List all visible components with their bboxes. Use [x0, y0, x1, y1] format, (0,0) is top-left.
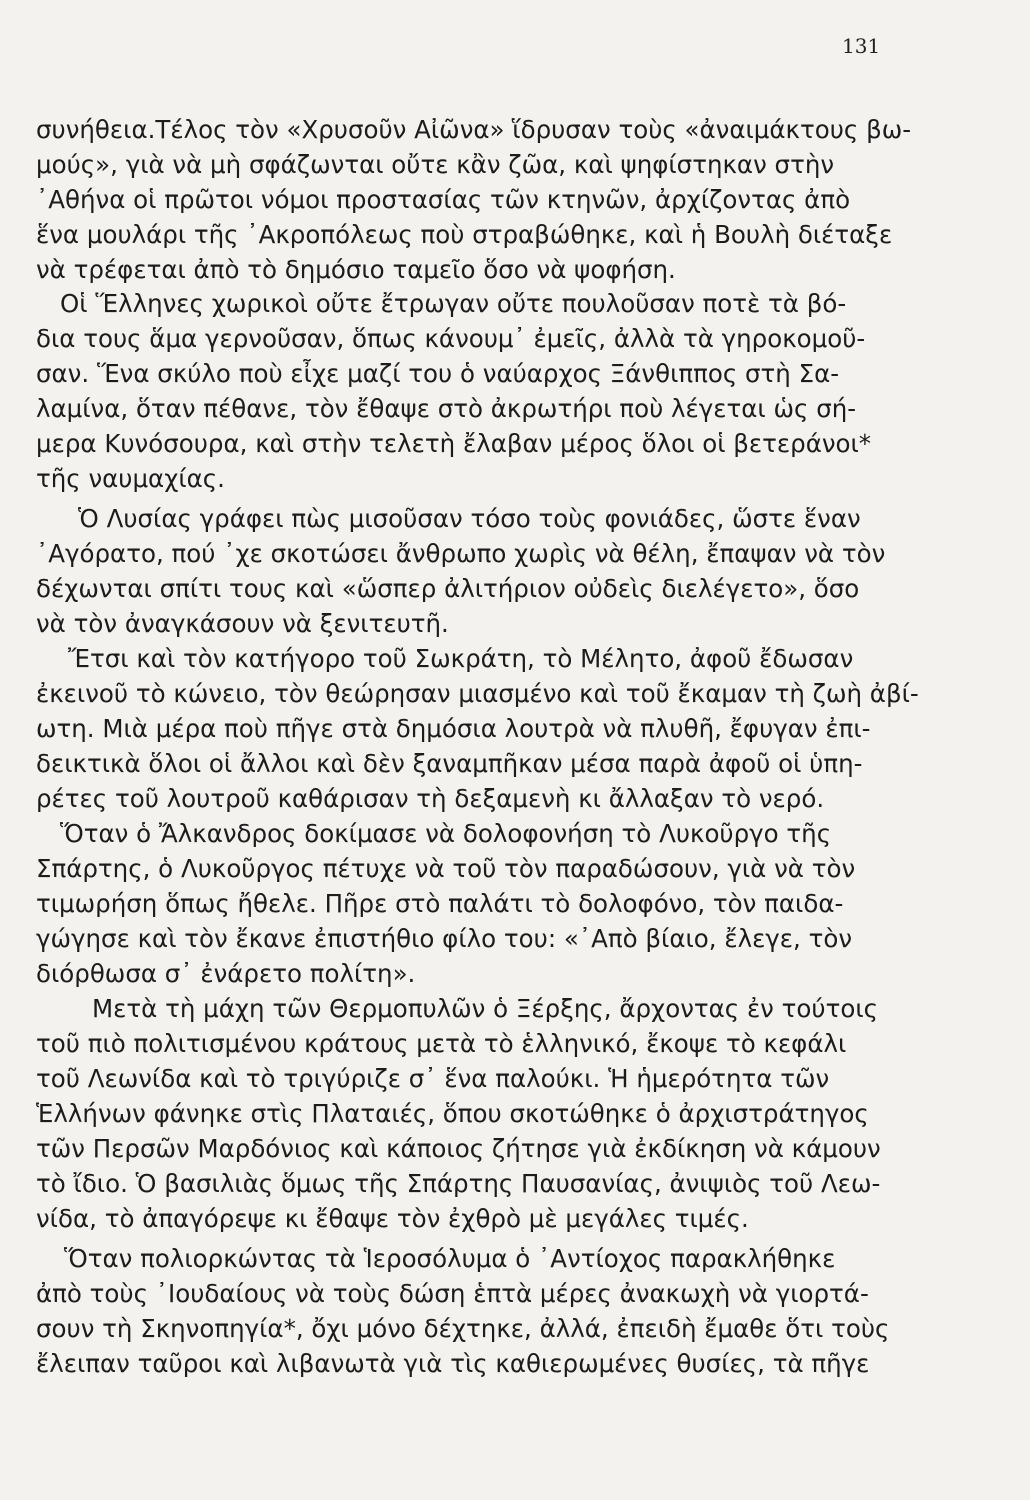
text-line: μούς», γιὰ νὰ μὴ σφάζωνται οὔτε κἂν ζῶα, καὶ ψηφίστηκαν στὴν: [36, 150, 835, 179]
text-line: νὰ τὸν ἀναγκάσουν νὰ ξενιτευτῆ.: [36, 609, 449, 638]
text-line: ἕνα μουλάρι τῆς ᾿Ακροπόλεως ποὺ στραβώθηκε, καὶ ἡ Βουλὴ διέταξε: [36, 220, 893, 249]
text-line: τοῦ πιὸ πολιτισμένου κράτους μετὰ τὸ ἑλληνικό, ἔκοψε τὸ κεφάλι: [36, 1029, 847, 1058]
text-line: τὸ ἴδιο. Ὁ βασιλιὰς ὅμως τῆς Σπάρτης Παυσανίας, ἀνιψιὸς τοῦ Λεω-: [36, 1169, 881, 1198]
text-line: Ὅταν ὁ Ἄλκανδρος δοκίμασε νὰ δολοφονήση τὸ Λυκοῦργο τῆς: [60, 819, 832, 848]
text-line: δια τους ἅμα γερνοῦσαν, ὅπως κάνουμ᾿ ἐμεῖς, ἀλλὰ τὰ γηροκομοῦ-: [36, 324, 866, 353]
text-line: ἀπὸ τοὺς ᾿Ιουδαίους νὰ τοὺς δώση ἑπτὰ μέρες ἀνακωχὴ νὰ γιορτά-: [36, 1279, 869, 1308]
text-line: δεικτικὰ ὅλοι οἱ ἄλλοι καὶ δὲν ξαναμπῆκαν μέσα παρὰ ἀφοῦ οἱ ὑπη-: [36, 749, 863, 778]
text-line: σουν τὴ Σκηνοπηγία*, ὄχι μόνο δέχτηκε, ἀλλά, ἐπειδὴ ἔμαθε ὅτι τοὺς: [36, 1314, 890, 1343]
text-line: λαμίνα, ὅταν πέθανε, τὸν ἔθαψε στὸ ἀκρωτήρι ποὺ λέγεται ὡς σή-: [36, 394, 857, 423]
text-line: συνήθεια.Τέλος τὸν «Χρυσοῦν Αἰῶνα» ἵδρυσαν τοὺς «ἀναιμάκτους βω-: [36, 115, 912, 144]
text-line: νὰ τρέφεται ἀπὸ τὸ δημόσιο ταμεῖο ὅσο νὰ ψοφήση.: [36, 255, 676, 284]
text-line: τοῦ Λεωνίδα καὶ τὸ τριγύριζε σ᾿ ἕνα παλούκι. Ἡ ἡμερότητα τῶν: [36, 1064, 830, 1093]
text-line: δέχωνται σπίτι τους καὶ «ὥσπερ ἀλιτήριον οὐδεὶς διελέγετο», ὅσο: [36, 574, 860, 603]
text-line: ωτη. Μιὰ μέρα ποὺ πῆγε στὰ δημόσια λουτρὰ νὰ πλυθῆ, ἔφυγαν ἐπι-: [36, 714, 871, 743]
text-line: ᾿Αγόρατο, πού ᾿χε σκοτώσει ἄνθρωπο χωρὶς νὰ θέλη, ἔπαψαν νὰ τὸν: [36, 539, 886, 568]
text-line: σαν. Ἕνα σκύλο ποὺ εἶχε μαζί του ὁ ναύαρχος Ξάνθιππος στὴ Σα-: [36, 359, 840, 388]
text-line: τῆς ναυμαχίας.: [36, 464, 225, 493]
text-line: Ὁ Λυσίας γράφει πὼς μισοῦσαν τόσο τοὺς φονιάδες, ὥστε ἕναν: [78, 504, 861, 533]
text-line: ρέτες τοῦ λουτροῦ καθάρισαν τὴ δεξαμενὴ κι ἄλλαξαν τὸ νερό.: [36, 784, 825, 813]
text-line: ἐκεινοῦ τὸ κώνειο, τὸν θεώρησαν μιασμένο καὶ τοῦ ἔκαμαν τὴ ζωὴ ἀβί-: [36, 679, 919, 708]
text-line: τῶν Περσῶν Μαρδόνιος καὶ κάποιος ζήτησε γιὰ ἐκδίκηση νὰ κάμουν: [36, 1134, 881, 1163]
text-line: Οἱ Ἕλληνες χωρικοὶ οὔτε ἔτρωγαν οὔτε πουλοῦσαν ποτὲ τὰ βό-: [60, 289, 847, 318]
text-line: Ἑλλήνων φάνηκε στὶς Πλαταιές, ὅπου σκοτώθηκε ὁ ἀρχιστράτηγος: [36, 1099, 869, 1128]
text-line: ἔλειπαν ταῦροι καὶ λιβανωτὰ γιὰ τὶς καθιερωμένες θυσίες, τὰ πῆγε: [36, 1349, 870, 1378]
text-line: Μετὰ τὴ μάχη τῶν Θερμοπυλῶν ὁ Ξέρξης, ἄρχοντας ἐν τούτοις: [92, 994, 878, 1023]
text-line: νίδα, τὸ ἀπαγόρεψε κι ἔθαψε τὸν ἐχθρὸ μὲ μεγάλες τιμές.: [36, 1204, 749, 1233]
text-line: γώγησε καὶ τὸν ἔκανε ἐπιστήθιο φίλο του: «᾿Απὸ βίαιο, ἔλεγε, τὸν: [36, 924, 853, 953]
text-line: ᾿Αθήνα οἱ πρῶτοι νόμοι προστασίας τῶν κτηνῶν, ἀρχίζοντας ἀπὸ: [36, 185, 851, 214]
text-line: Ὅταν πολιορκώντας τὰ Ἱεροσόλυμα ὁ ᾿Αντίοχος παρακλήθηκε: [64, 1244, 836, 1273]
page-number: 131: [842, 34, 881, 58]
text-line: τιμωρήση ὅπως ἤθελε. Πῆρε στὸ παλάτι τὸ δολοφόνο, τὸν παιδα-: [36, 889, 844, 918]
text-line: Ἔτσι καὶ τὸν κατήγορο τοῦ Σωκράτη, τὸ Μέλητο, ἀφοῦ ἔδωσαν: [68, 644, 854, 673]
text-line: μερα Κυνόσουρα, καὶ στὴν τελετὴ ἔλαβαν μέρος ὅλοι οἱ βετεράνοι*: [36, 429, 872, 458]
text-line: διόρθωσα σ᾿ ἐνάρετο πολίτη».: [36, 959, 416, 988]
text-line: Σπάρτης, ὁ Λυκοῦργος πέτυχε νὰ τοῦ τὸν παραδώσουν, γιὰ νὰ τὸν: [36, 854, 856, 883]
